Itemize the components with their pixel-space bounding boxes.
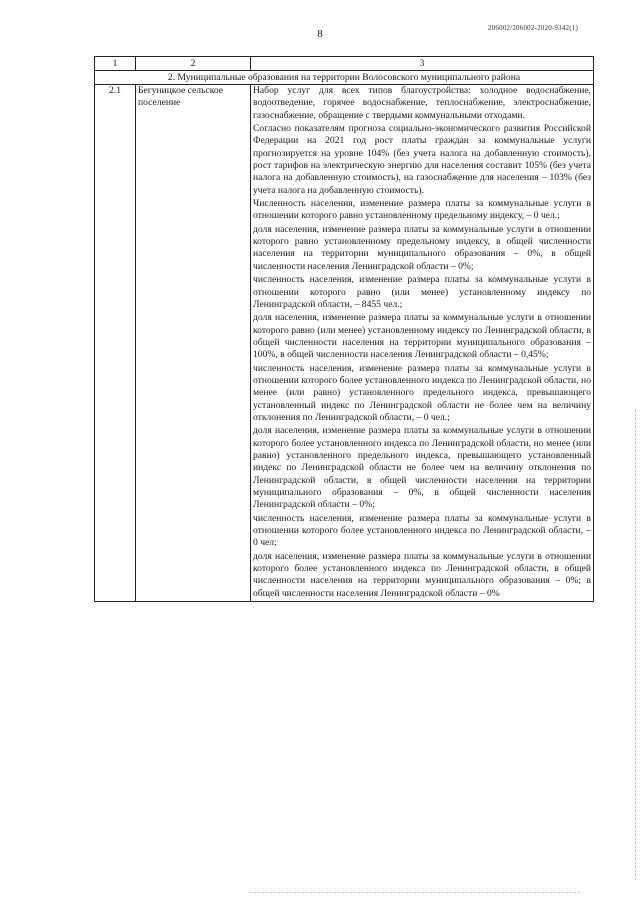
paragraph-population-above: численность населения, изменение размера платы за коммунальные услуги в отношении которого более установленного индекса по Ленинградской области, – 0 чел; [253, 512, 591, 549]
column-header-1: 1 [95, 57, 136, 71]
section-title: 2. Муниципальные образования на территории Волосовского муниципального района [95, 71, 594, 85]
paragraph-share-between: доля населения, изменение размера платы за коммунальные услуги в отношении которого более установленного индекса по Ленинградской области, но менее (или равно) установленного предельного индекса, превышающего установленный индекс по Ленинградской области не более чем на величину отклонения по Ленинградской области, в общей численности населения на территории муниципального образования – 0%, в общей численности населения Ленинградской области – 0%; [253, 425, 591, 511]
scan-edge-rule [635, 410, 636, 880]
page-number: 8 [317, 28, 323, 40]
paragraph-population-below-index: численность населения, изменение размера платы за коммунальные услуги в отношении которого равно (или менее) установленному индексу по Ленинградской области, – 8455 чел.; [253, 274, 591, 310]
column-header-3: 3 [251, 57, 594, 71]
column-header-row [95, 57, 594, 71]
paragraph-share-above: доля населения, изменение размера платы за коммунальные услуги в отношении которого более установленного индекса по Ленинградской области, в общей численности населения на территории муниципального образования – 0%; в общей численности населения Ленинградской области – 0% [253, 550, 591, 599]
paragraph-share-equal-limit: доля населения, изменение размера платы за коммунальные услуги в отношении которого равно установленному предельному индексу, в общей численности населения на территории муниципального образования – 0%, в общей численности населения Ленинградской области – 0%; [253, 223, 591, 272]
paragraph-share-below-index: доля населения, изменение размера платы за коммунальные услуги в отношении которого равно (или менее) установленному индексу по Ленинградской области, в общей численности населения на территории муниципального образования – 100%, в общей численности населения Ленинградской области – 0,45%; [253, 312, 591, 361]
table-row [95, 85, 594, 602]
document-code: 206002/206002-2020-9342(1) [488, 24, 578, 32]
municipality-name: Бегуницкое сельское поселение [136, 85, 251, 602]
paragraph-services: Набор услуг для всех типов благоустройства: холодное водоснабжение, водоотведение, горячее водоснабжение, теплоснабжение, электроснабжение, газоснабжение, обращение с твердыми коммунальными отходами. [253, 85, 591, 121]
section-row [95, 71, 594, 85]
paragraph-population-equal-limit: Численность населения, изменение размера платы за коммунальные услуги в отношении которого равно установленному предельному индексу, – 0 чел.; [253, 198, 591, 222]
paragraph-forecast: Согласно показателям прогноза социально-экономического развития Российской Федерации на 2021 год рост платы граждан за коммунальные услуги прогнозируется на уровне 104% (без учета налога на добавленную стоимость), рост тарифов на электрическую энергию для населения составит 105% (без учета налога на добавленную стоимость), на газоснабжение для населения – 103% (без учета налога на добавленную стоимость). [253, 123, 591, 196]
paragraph-population-between: численность населения, изменение размера платы за коммунальные услуги в отношении которого более установленного индекса по Ленинградской области, но менее (или равно) установленного предельного индекса, превышающего установленный индекс по Ленинградской области не более чем на величину отклонения по Ленинградской области, – 0 чел.; [253, 362, 591, 423]
row-number: 2.1 [95, 85, 136, 602]
row-description [251, 85, 594, 602]
column-header-2: 2 [136, 57, 251, 71]
scan-bottom-rule [250, 892, 580, 893]
tariff-table [94, 56, 594, 602]
